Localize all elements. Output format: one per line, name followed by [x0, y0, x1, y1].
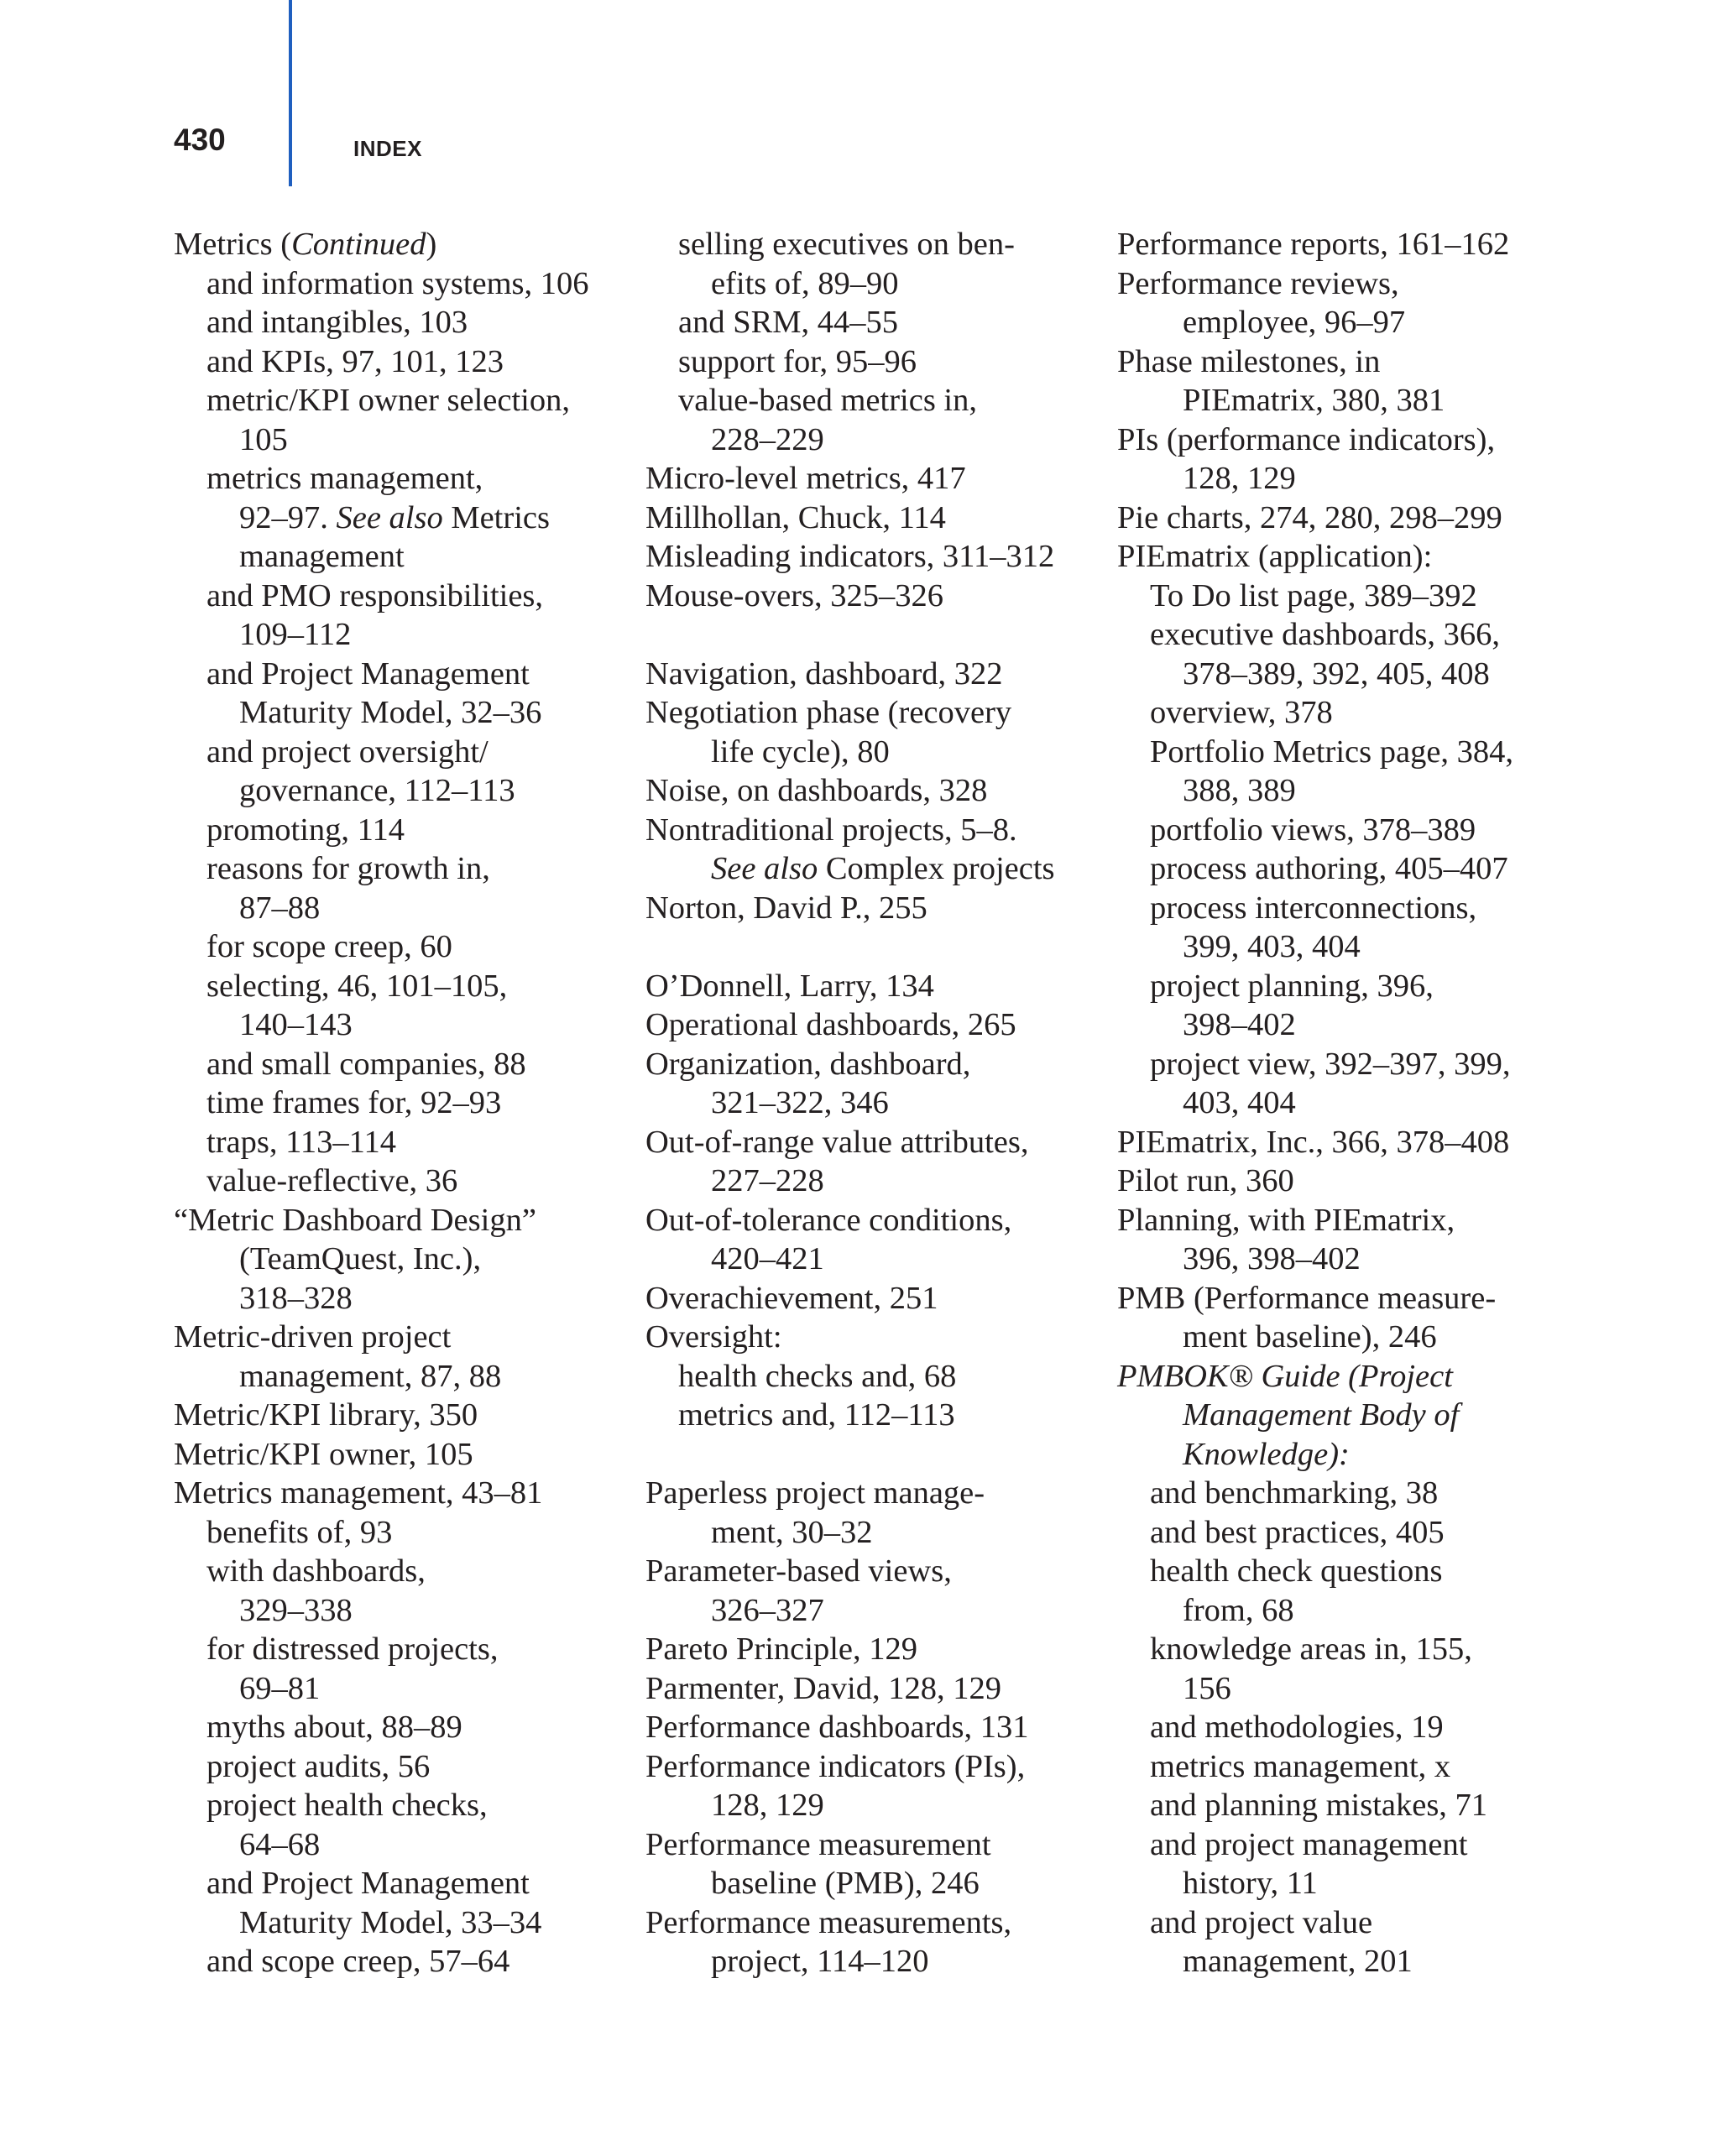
index-text: Parmenter, David, 128, 129: [645, 1670, 1002, 1706]
index-text: Management Body of: [1183, 1397, 1460, 1433]
index-text: 420–421: [711, 1241, 824, 1276]
index-line: [1117, 225, 1587, 264]
index-text: PIEmatrix, 380, 381: [1183, 383, 1445, 418]
index-line: [1117, 771, 1587, 811]
index-line: [1117, 1942, 1587, 1981]
running-head: INDEX: [353, 136, 422, 161]
index-line: [645, 1045, 1116, 1084]
index-text: 329–338: [239, 1592, 353, 1628]
index-text: 92–97.: [239, 499, 337, 535]
index-text: Paperless project manage-: [645, 1475, 985, 1511]
index-text: Nontraditional projects, 5–8.: [645, 812, 1017, 848]
index-line: [645, 1786, 1116, 1825]
index-line: [1117, 1318, 1587, 1357]
index-text: 105: [239, 421, 288, 457]
index-line: [645, 1083, 1116, 1123]
index-line: [174, 1083, 644, 1123]
page-number: 430: [174, 123, 226, 157]
index-text: 128, 129: [1183, 461, 1296, 496]
index-text: and Project Management: [206, 655, 530, 692]
index-text: Parameter-based views,: [645, 1553, 952, 1589]
index-text: Noise, on dashboards, 328: [645, 773, 988, 808]
index-line: [1117, 1045, 1587, 1084]
index-text: and planning mistakes, 71: [1150, 1788, 1488, 1823]
index-text: health checks and, 68: [678, 1358, 957, 1394]
index-line: [174, 1708, 644, 1747]
index-line: [1117, 655, 1587, 694]
index-text: PMBOK® Guide (Project: [1117, 1358, 1453, 1394]
index-line: [174, 1591, 644, 1631]
index-text: overview, 378: [1150, 695, 1333, 730]
index-line: [1117, 733, 1587, 772]
index-line: [645, 1005, 1116, 1045]
index-text: 398–402: [1183, 1007, 1296, 1042]
index-line: [645, 655, 1116, 694]
index-text: 87–88: [239, 890, 321, 926]
index-text: and information systems, 106: [206, 265, 589, 301]
index-text: governance, 112–113: [239, 773, 515, 808]
index-line: [645, 303, 1116, 342]
index-line: [1117, 1747, 1587, 1787]
index-text: with dashboards,: [206, 1553, 426, 1589]
index-line: [174, 342, 644, 382]
index-text: health check questions: [1150, 1553, 1443, 1589]
index-text: Micro-level metrics, 417: [645, 461, 966, 496]
index-text: Mouse-overs, 325–326: [645, 577, 944, 613]
index-line: [645, 889, 1116, 928]
index-text: process authoring, 405–407: [1150, 851, 1508, 886]
index-line: [645, 1630, 1116, 1669]
index-text: support for, 95–96: [678, 343, 917, 379]
index-text: and PMO responsibilities,: [206, 577, 544, 613]
index-line: [174, 1396, 644, 1435]
index-text: and project value: [1150, 1904, 1373, 1940]
index-text: Planning, with PIEmatrix,: [1117, 1202, 1455, 1238]
index-text: and project oversight/: [206, 733, 489, 770]
index-text: Pilot run, 360: [1117, 1163, 1294, 1198]
index-text: See also: [711, 851, 818, 886]
index-text: project audits, 56: [206, 1748, 431, 1784]
index-text: Continued: [291, 227, 426, 262]
index-line: [1117, 1357, 1587, 1396]
index-gap: [645, 615, 1116, 655]
index-line: [174, 967, 644, 1006]
index-text: myths about, 88–89: [206, 1710, 462, 1745]
index-line: [174, 1318, 644, 1357]
index-text: promoting, 114: [206, 812, 405, 848]
index-line: [174, 615, 644, 655]
index-text: from, 68: [1183, 1592, 1294, 1628]
index-line: [1117, 1552, 1587, 1591]
index-text: selling executives on ben-: [678, 227, 1015, 262]
index-line: [645, 1903, 1116, 1943]
index-line: [1117, 577, 1587, 616]
index-text: and project management: [1150, 1826, 1468, 1862]
index-line: [1117, 811, 1587, 850]
index-line: [645, 1552, 1116, 1591]
index-line: [645, 1279, 1116, 1318]
index-line: [1117, 303, 1587, 342]
index-line: [174, 1747, 644, 1787]
index-line: [645, 1864, 1116, 1903]
index-line: [174, 889, 644, 928]
index-text: 326–327: [711, 1592, 824, 1628]
index-text: Metrics (: [174, 227, 292, 262]
index-text: life cycle), 80: [711, 733, 890, 770]
index-text: baseline (PMB), 246: [711, 1866, 980, 1901]
index-text: Metric/KPI owner, 105: [174, 1436, 473, 1472]
index-line: [1117, 1786, 1587, 1825]
index-line: [1117, 499, 1587, 538]
index-line: [1117, 1903, 1587, 1943]
index-text: and best practices, 405: [1150, 1514, 1445, 1550]
index-line: [174, 1552, 644, 1591]
index-text: for distressed projects,: [206, 1631, 499, 1667]
index-line: [174, 264, 644, 304]
index-text: project health checks,: [206, 1788, 488, 1823]
index-text: traps, 113–114: [206, 1124, 396, 1160]
index-line: [174, 499, 644, 538]
index-text: and methodologies, 19: [1150, 1710, 1444, 1745]
index-line: [174, 1162, 644, 1201]
index-line: [174, 1669, 644, 1709]
index-text: knowledge areas in, 155,: [1150, 1631, 1472, 1667]
index-text: project view, 392–397, 399,: [1150, 1046, 1511, 1082]
index-line: [1117, 1123, 1587, 1162]
index-line: [645, 459, 1116, 499]
index-line: [645, 1591, 1116, 1631]
index-line: [174, 1513, 644, 1553]
index-text: Pareto Principle, 129: [645, 1631, 917, 1667]
index-text: project, 114–120: [711, 1944, 929, 1979]
index-line: [645, 693, 1116, 733]
index-text: PIs (performance indicators),: [1117, 421, 1496, 457]
index-line: [174, 1786, 644, 1825]
index-line: [174, 1825, 644, 1865]
index-line: [1117, 1083, 1587, 1123]
index-text: Norton, David P., 255: [645, 890, 927, 926]
index-line: [645, 733, 1116, 772]
index-line: [645, 577, 1116, 616]
index-text: metrics and, 112–113: [678, 1397, 955, 1433]
index-line: [645, 420, 1116, 460]
index-text: and scope creep, 57–64: [206, 1944, 510, 1979]
index-text: and intangibles, 103: [206, 305, 468, 340]
index-text: 64–68: [239, 1826, 321, 1862]
index-line: [645, 1669, 1116, 1709]
index-text: and small companies, 88: [206, 1046, 526, 1082]
index-line: [174, 537, 644, 577]
index-text: 378–389, 392, 405, 408: [1183, 655, 1490, 692]
index-line: [1117, 1708, 1587, 1747]
index-line: [645, 1474, 1116, 1513]
index-line: [1117, 849, 1587, 889]
index-text: time frames for, 92–93: [206, 1085, 502, 1120]
index-line: [1117, 1591, 1587, 1631]
index-text: Metrics: [442, 499, 550, 535]
index-line: [645, 1708, 1116, 1747]
index-text: Organization, dashboard,: [645, 1046, 971, 1082]
index-text: 403, 404: [1183, 1085, 1296, 1120]
index-line: [174, 303, 644, 342]
index-line: [1117, 1435, 1587, 1475]
index-text: Phase milestones, in: [1117, 343, 1381, 379]
index-line: [1117, 967, 1587, 1006]
index-text: management, 87, 88: [239, 1358, 502, 1394]
index-line: [1117, 420, 1587, 460]
index-line: [645, 1513, 1116, 1553]
index-text: (TeamQuest, Inc.),: [239, 1241, 482, 1276]
index-line: [174, 1201, 644, 1240]
index-line: [645, 967, 1116, 1006]
index-text: and benchmarking, 38: [1150, 1475, 1439, 1511]
index-line: [174, 1279, 644, 1318]
index-text: PMB (Performance measure-: [1117, 1280, 1497, 1316]
index-line: [1117, 1005, 1587, 1045]
index-text: Performance reviews,: [1117, 265, 1399, 301]
index-text: Metric-driven project: [174, 1319, 452, 1355]
index-text: Operational dashboards, 265: [645, 1007, 1016, 1042]
index-text: Performance reports, 161–162: [1117, 227, 1510, 262]
index-line: [174, 1240, 644, 1279]
index-line: [1117, 889, 1587, 928]
index-text: 156: [1183, 1670, 1231, 1706]
index-text: Knowledge):: [1183, 1436, 1350, 1472]
index-text: Metric/KPI library, 350: [174, 1397, 478, 1433]
index-line: [174, 1005, 644, 1045]
index-line: [645, 1318, 1116, 1357]
index-text: ment, 30–32: [711, 1514, 873, 1550]
index-text: Complex projects: [818, 851, 1055, 886]
index-line: [645, 811, 1116, 850]
index-text: Maturity Model, 33–34: [239, 1904, 542, 1940]
index-line: [174, 577, 644, 616]
index-text: PIEmatrix (application):: [1117, 539, 1433, 574]
index-line: [645, 1825, 1116, 1865]
index-text: executive dashboards, 366,: [1150, 617, 1500, 652]
index-line: [1117, 264, 1587, 304]
index-text: Out-of-tolerance conditions,: [645, 1202, 1012, 1238]
index-text: Performance measurements,: [645, 1904, 1012, 1940]
index-text: 228–229: [711, 421, 824, 457]
index-text: 69–81: [239, 1670, 321, 1706]
index-text: Pie charts, 274, 280, 298–299: [1117, 499, 1502, 535]
index-line: [1117, 1162, 1587, 1201]
index-line: [1117, 342, 1587, 382]
index-text: reasons for growth in,: [206, 851, 490, 886]
index-text: 396, 398–402: [1183, 1241, 1361, 1276]
index-text: Millhollan, Chuck, 114: [645, 499, 946, 535]
index-text: management: [239, 539, 405, 574]
index-text: Navigation, dashboard, 322: [645, 655, 1003, 692]
index-line: [1117, 1630, 1587, 1669]
index-line: [1117, 1474, 1587, 1513]
index-text: See also: [336, 499, 443, 535]
index-text: history, 11: [1183, 1866, 1318, 1901]
index-text: process interconnections,: [1150, 890, 1477, 926]
index-text: Maturity Model, 32–36: [239, 695, 542, 730]
index-text: Portfolio Metrics page, 384,: [1150, 733, 1514, 770]
index-text: employee, 96–97: [1183, 305, 1406, 340]
index-line: [645, 264, 1116, 304]
index-text: Overachievement, 251: [645, 1280, 938, 1316]
index-line: [1117, 1279, 1587, 1318]
index-text: Out-of-range value attributes,: [645, 1124, 1029, 1160]
index-text: ): [426, 227, 437, 262]
index-text: benefits of, 93: [206, 1514, 393, 1550]
index-text: value-based metrics in,: [678, 383, 977, 418]
index-line: [645, 1747, 1116, 1787]
index-line: [645, 381, 1116, 420]
index-text: Metrics management, 43–81: [174, 1475, 543, 1511]
index-column-3: [1117, 225, 1587, 1981]
index-line: [1117, 459, 1587, 499]
index-text: 399, 403, 404: [1183, 929, 1361, 964]
index-line: [174, 771, 644, 811]
index-line: [174, 811, 644, 850]
index-text: Oversight:: [645, 1319, 782, 1355]
index-line: [174, 733, 644, 772]
index-line: [174, 459, 644, 499]
index-text: To Do list page, 389–392: [1150, 577, 1477, 613]
index-text: O’Donnell, Larry, 134: [645, 968, 934, 1004]
index-line: [1117, 927, 1587, 967]
index-text: Performance indicators (PIs),: [645, 1748, 1026, 1784]
index-line: [174, 655, 644, 694]
index-text: 140–143: [239, 1007, 353, 1042]
index-text: Performance measurement: [645, 1826, 991, 1862]
index-line: [174, 381, 644, 420]
index-column-1: [174, 225, 644, 1981]
index-column-2: [645, 225, 1116, 1981]
index-text: metric/KPI owner selection,: [206, 383, 570, 418]
index-line: [645, 1123, 1116, 1162]
index-line: [174, 1123, 644, 1162]
index-text: 227–228: [711, 1163, 824, 1198]
index-gap: [645, 927, 1116, 967]
index-line: [1117, 1513, 1587, 1553]
index-line: [174, 1942, 644, 1981]
index-line: [174, 1357, 644, 1396]
index-text: selecting, 46, 101–105,: [206, 968, 508, 1004]
index-line: [1117, 615, 1587, 655]
index-text: 321–322, 346: [711, 1085, 889, 1120]
index-line: [174, 1435, 644, 1475]
index-line: [174, 927, 644, 967]
index-text: 109–112: [239, 617, 352, 652]
index-line: [1117, 1669, 1587, 1709]
index-text: and SRM, 44–55: [678, 305, 899, 340]
index-text: and Project Management: [206, 1866, 530, 1901]
index-line: [1117, 1396, 1587, 1435]
index-line: [645, 1942, 1116, 1981]
index-text: Negotiation phase (recovery: [645, 695, 1012, 730]
index-line: [174, 420, 644, 460]
header-rule: [289, 0, 292, 186]
index-line: [174, 693, 644, 733]
index-line: [174, 1045, 644, 1084]
index-gap: [645, 1435, 1116, 1475]
index-line: [1117, 537, 1587, 577]
index-text: 318–328: [239, 1280, 353, 1316]
index-line: [645, 499, 1116, 538]
index-line: [174, 1630, 644, 1669]
index-text: value-reflective, 36: [206, 1163, 458, 1198]
index-text: ment baseline), 246: [1183, 1319, 1437, 1355]
index-line: [174, 849, 644, 889]
index-line: [174, 225, 644, 264]
index-text: Performance dashboards, 131: [645, 1710, 1029, 1745]
index-line: [1117, 381, 1587, 420]
index-line: [1117, 1864, 1587, 1903]
index-line: [174, 1864, 644, 1903]
index-text: project planning, 396,: [1150, 968, 1434, 1004]
index-line: [645, 225, 1116, 264]
index-line: [645, 1357, 1116, 1396]
index-line: [1117, 1240, 1587, 1279]
index-text: Misleading indicators, 311–312: [645, 539, 1055, 574]
index-text: management, 201: [1183, 1944, 1413, 1979]
index-line: [645, 1396, 1116, 1435]
index-line: [1117, 1201, 1587, 1240]
index-line: [645, 771, 1116, 811]
index-text: portfolio views, 378–389: [1150, 812, 1476, 848]
index-text: “Metric Dashboard Design”: [174, 1202, 536, 1238]
index-text: 128, 129: [711, 1788, 824, 1823]
index-text: efits of, 89–90: [711, 265, 899, 301]
index-text: metrics management, x: [1150, 1748, 1451, 1784]
index-line: [645, 342, 1116, 382]
index-text: metrics management,: [206, 461, 483, 496]
index-line: [1117, 693, 1587, 733]
index-line: [174, 1903, 644, 1943]
index-text: 388, 389: [1183, 773, 1296, 808]
index-line: [1117, 1825, 1587, 1865]
index-text: PIEmatrix, Inc., 366, 378–408: [1117, 1124, 1510, 1160]
index-line: [645, 1201, 1116, 1240]
index-line: [645, 1240, 1116, 1279]
index-text: and KPIs, 97, 101, 123: [206, 343, 504, 379]
index-line: [645, 537, 1116, 577]
index-line: [174, 1474, 644, 1513]
index-line: [645, 1162, 1116, 1201]
index-text: for scope creep, 60: [206, 929, 452, 964]
index-line: [645, 849, 1116, 889]
